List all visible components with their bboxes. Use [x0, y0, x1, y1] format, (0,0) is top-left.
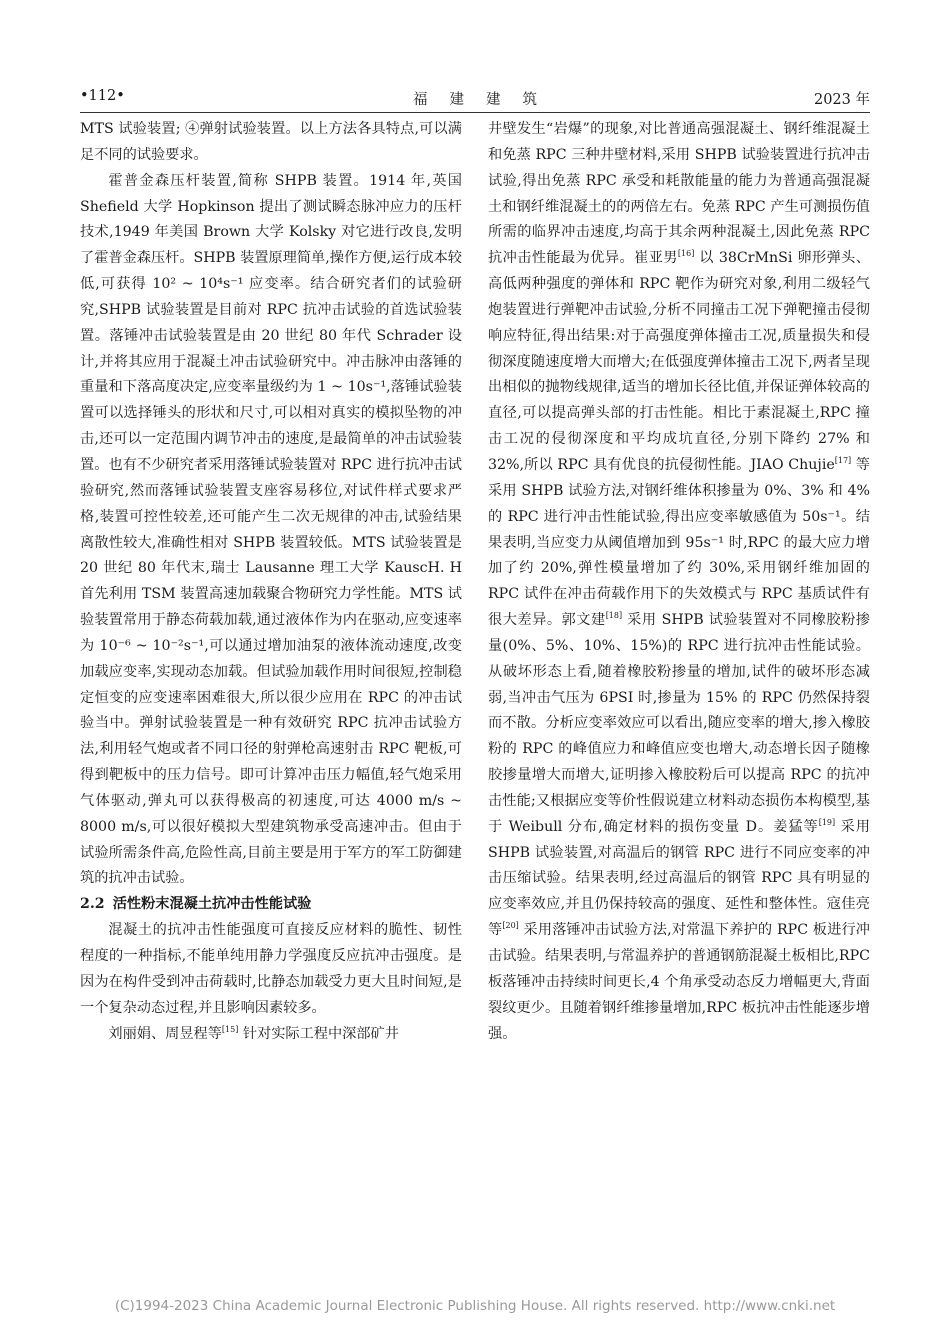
paragraph — [488, 117, 870, 1047]
text-run: 采用 SHPB 试验装置对不同橡胶粉掺量(0%、5%、10%、15%)的 RPC 进行抗冲击性能试验。从破坏形态上看,随着橡胶粉掺量的增加,试件的破坏形态减弱,当冲击气压为 6PSI 时,掺量为 15% 的 RPC 仍然保持裂而不散。分析应变率效应可以看出,随应变率的增大,掺入橡胶粉的 RPC 的峰值应力和峰值应变也增大,动态增长因子随橡胶掺量增大而增大,证明掺入橡胶粉后可以提高 RPC 的抗冲击性能;又根据应变等价性假说建立材料动态损伤本构模型,基于 Weibull 分布,确定材料的损伤变量 D。姜猛等 — [488, 612, 870, 835]
paragraph: 混凝土的抗冲击性能强度可直接反应材料的脆性、韧性程度的一种指标,不能单纯用静力学强度反应抗冲击强度。是因为在构件受到冲击荷载时,比静态加载受力更大且时间短,是一个复杂动态过程,并且影响因素较多。 — [80, 922, 462, 1016]
citation-ref: [20] — [502, 921, 519, 931]
citation-ref: [15] — [221, 1024, 239, 1034]
section-title: 活性粉末混凝土抗冲击性能试验 — [112, 896, 312, 913]
paragraph: MTS 试验装置; ④弹射试验装置。以上方法各具特点,可以满足不同的试验要求。 — [80, 121, 462, 163]
page-number: •112• — [80, 88, 125, 104]
publication-year: 2023 年 — [813, 92, 870, 108]
journal-title: 福建建筑 — [413, 92, 559, 108]
citation-ref: [18] — [605, 611, 623, 621]
section-number: 2.2 — [80, 896, 105, 913]
copyright-footer: (C)1994-2023 China Academic Journal Electronic Publishing House. All rights reserved. http://www.cnki.net — [114, 1298, 836, 1314]
citation-ref: [16] — [677, 249, 695, 259]
paragraph — [80, 1022, 462, 1048]
text-run: 采用 SHPB 试验装置,对高温后的钢管 RPC 进行不同应变率的冲击压缩试验。结果表明,经过高温后的钢管 RPC 具有明显的应变率效应,并且仍保持较高的强度、延性和整体性。寇佳亮等 — [488, 818, 870, 939]
text-run: 等采用 SHPB 试验方法,对钢纤维体积掺量为 0%、3% 和 4% 的 RPC 进行冲击性能试验,得出应变率敏感值为 50s⁻¹。结果表明,当应变力从阈值增加到 95s⁻¹ 时,RPC 的最大应力增加了约 20%,弹性模量增加了约 30%,采用钢纤维加固的 RPC 试件在冲击荷载作用下的失效模式与 RPC 基质试件有很大差异。郭文建 — [488, 456, 870, 629]
paragraph: 霍普金森压杆装置,简称 SHPB 装置。1914 年,英国 Shefield 大学 Hopkinson 提出了测试瞬态脉冲应力的压杆技术,1949 年美国 Brown 大学 Kolsky 对它进行改良,发明了霍普金森压杆。SHPB 装置原理简单,操作方便,运行成本较低,可获得 10² ~ 10⁴s⁻¹ 应变率。结合研究者们的试验研究,SHPB 试验装置是目前对 RPC 抗冲击试验的首选试验装置。落锤冲击试验装置是由 20 世纪 80 年代 Schrader 设计,并将其应用于混凝土冲击试验研究中。冲击脉冲由落锤的重量和下落高度决定,应变率量级约为 1 ~ 10s⁻¹,落锤试验装置可以选择锤头的形状和尺寸,可以相对真实的模拟坠物的冲击,还可以一定范围内调节冲击的速度,是最简单的冲击试验装置。也有不少研究者采用落锤试验装置对 RPC 进行抗冲击试验研究,然而落锤试验装置支座容易移位,对试件样式要求严格,装置可控性较差,还可能产生二次无规律的冲击,试验结果离散性较大,准确性相对 SHPB 装置较低。MTS 试验装置是 20 世纪 80 年代末,瑞士 Lausanne 理工大学 KauscH. H 首先利用 TSM 装置高速加载聚合物研究力学性能。MTS 试验装置常用于静态荷载加载,通过液体作为内在驱动,应变速率为 10⁻⁶ ~ 10⁻²s⁻¹,可以通过增加油泵的液体流动速度,改变加载应变率,实现动态加载。但试验加载作用时间很短,控制稳定恒变的应变速率困难很大,所以很少应用在 RPC 的冲击试验当中。弹射试验装置是一种有效研究 RPC 抗冲击试验方法,利用轻气炮或者不同口径的射弹枪高速射击 RPC 靶板,可得到靶板中的压力信号。即可计算冲击压力幅值,轻气炮采用气体驱动,弹丸可以获得极高的初速度,可达 4000 m/s ~ 8000 m/s,可以很好模拟大型建筑物承受高速冲击。但由于试验所需条件高,危险性高,目前主要是用于军方的军工防御建筑的抗冲击试验。 — [80, 172, 462, 887]
text-run: 以 38CrMnSi 卵形弹头、高低两种强度的弹体和 RPC 靶作为研究对象,利用二级轻气炮装置进行弹靶冲击试验,分析不同撞击工况下弹靶撞击侵彻响应特征,得出结果:对于高强度弹体撞击工况,质量损失和侵彻深度随速度增大而增大;在低强度弹体撞击工况下,两者呈现出相似的抛物线规律,适当的增加长径比值,并保证弹体较高的直径,可以提高弹头部的打击性能。相比于素混凝土,RPC 撞击工况的侵彻深度和平均成坑直径,分别下降约 27% 和 32%,所以 RPC 具有优良的抗侵彻性能。JIAO Chujie — [488, 250, 870, 473]
text-run: 采用落锤冲击试验方法,对常温下养护的 RPC 板进行冲击试验。结果表明,与常温养护的普通钢筋混凝土板相比,RPC 板落锤冲击持续时间更长,4 个角承受动态反力增幅更大,背面裂纹更少。且随着钢纤维掺量增加,RPC 板抗冲击性能逐步增强。 — [488, 922, 870, 1042]
running-header — [80, 84, 870, 113]
right-column — [488, 117, 870, 1047]
text-run: 针对实际工程中深部矿井 — [238, 1025, 399, 1042]
section-heading — [80, 892, 462, 918]
left-column — [80, 117, 462, 1047]
citation-ref: [17] — [834, 455, 852, 465]
text-run: 井壁发生“岩爆”的现象,对比普通高强混凝土、钢纤维混凝土和免蒸 RPC 三种井壁材料,采用 SHPB 试验装置进行抗冲击试验,得出免蒸 RPC 承受和耗散能量的能力为普通高强混凝土和钢纤维混凝土的的两倍左右。免蒸 RPC 产生可测损伤值所需的临界冲击速度,均高于其余两种混凝土,因此免蒸 RPC 抗冲击性能最为优异。崔亚男 — [488, 121, 870, 267]
citation-ref: [19] — [818, 817, 836, 827]
text-run: 刘丽娟、周昱程等 — [108, 1025, 222, 1042]
